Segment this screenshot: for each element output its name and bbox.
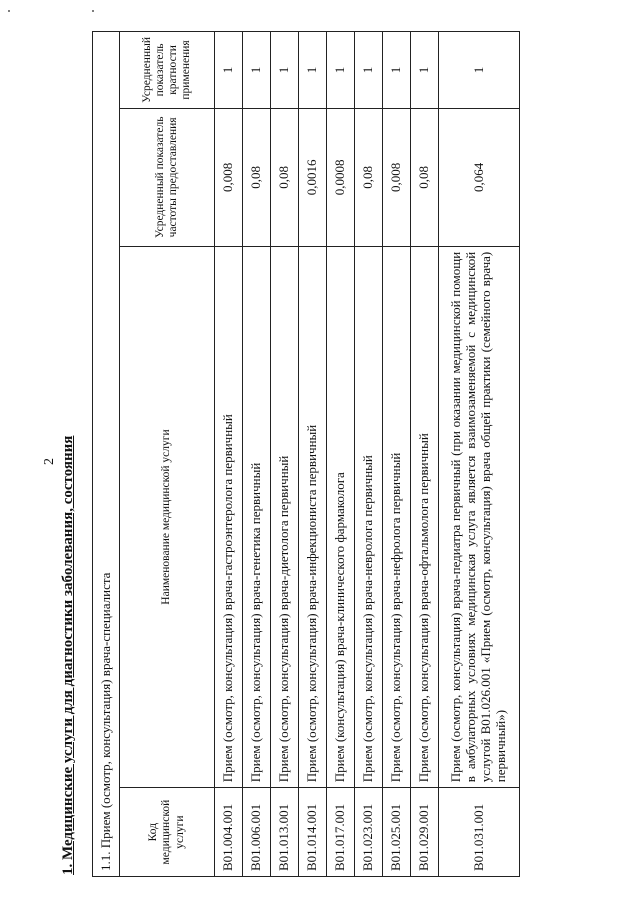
service-code: B01.025.001	[383, 788, 411, 877]
multiplicity-value: 1	[411, 32, 439, 109]
service-code: B01.013.001	[271, 788, 299, 877]
frequency-value: 0,0008	[327, 108, 355, 246]
frequency-value: 0,008	[383, 108, 411, 246]
multiplicity-value: 1	[327, 32, 355, 109]
subsection-row	[93, 32, 120, 877]
multiplicity-value: 1	[439, 32, 520, 109]
multiplicity-value: 1	[271, 32, 299, 109]
table-row	[243, 32, 271, 877]
frequency-value: 0,08	[243, 108, 271, 246]
multiplicity-value: 1	[215, 32, 243, 109]
frequency-value: 0,0016	[299, 108, 327, 246]
table-row	[299, 32, 327, 877]
service-name: Прием (осмотр, консультация) врача-диетолога первичный	[271, 246, 299, 787]
subsection-title: 1.1. Прием (осмотр, консультация) врача-специалиста	[93, 32, 120, 877]
multiplicity-value: 1	[355, 32, 383, 109]
service-name: Прием (осмотр, консультация) врача-нефролога первичный	[383, 246, 411, 787]
header-multiplicity: Усредненный показатель кратности применения	[120, 32, 215, 109]
services-table	[92, 31, 520, 877]
multiplicity-value: 1	[299, 32, 327, 109]
frequency-value: 0,08	[411, 108, 439, 246]
service-name: Прием (осмотр, консультация) врача-гастроэнтеролога первичный	[215, 246, 243, 787]
header-name: Наименование медицинской услуги	[120, 246, 215, 787]
multiplicity-value: 1	[383, 32, 411, 109]
multiplicity-value: 1	[243, 32, 271, 109]
table-row	[383, 32, 411, 877]
page-number: 2	[42, 458, 57, 465]
service-code: B01.014.001	[299, 788, 327, 877]
frequency-value: 0,064	[439, 108, 520, 246]
service-code: B01.006.001	[243, 788, 271, 877]
service-code: B01.031.001	[439, 788, 520, 877]
table-row	[355, 32, 383, 877]
header-frequency: Усредненный показатель частоты предоставления	[120, 108, 215, 246]
service-code: B01.029.001	[411, 788, 439, 877]
table-row	[411, 32, 439, 877]
frequency-value: 0,008	[215, 108, 243, 246]
header-row	[120, 32, 215, 877]
section-heading: 1. Медицинские услуги для диагностики заболевания, состояния	[60, 435, 76, 875]
table-row	[439, 32, 520, 877]
service-code: B01.017.001	[327, 788, 355, 877]
service-name: Прием (осмотр, консультация) врача-невролога первичный	[355, 246, 383, 787]
frequency-value: 0,08	[271, 108, 299, 246]
table-row	[215, 32, 243, 877]
table-row	[327, 32, 355, 877]
service-code: B01.023.001	[355, 788, 383, 877]
frequency-value: 0,08	[355, 108, 383, 246]
table-row	[271, 32, 299, 877]
service-name: Прием (консультация) врача-клинического фармаколога	[327, 246, 355, 787]
service-name: Прием (осмотр, консультация) врача-педиатра первичный (при оказании медицинской помощи в амбулаторных условиях медицинская услуга является взаимозаменяемой с медицинской услугой B01.026.001 «Прием (осмотр, консультация) врача общей практики (семейного врача) первичный»)	[439, 246, 520, 787]
service-name: Прием (осмотр, консультация) врача-офтальмолога первичный	[411, 246, 439, 787]
service-name: Прием (осмотр, консультация) врача-генетика первичный	[243, 246, 271, 787]
service-code: B01.004.001	[215, 788, 243, 877]
service-name: Прием (осмотр, консультация) врача-инфекциониста первичный	[299, 246, 327, 787]
header-code: Код медицинской услуги	[120, 788, 215, 877]
